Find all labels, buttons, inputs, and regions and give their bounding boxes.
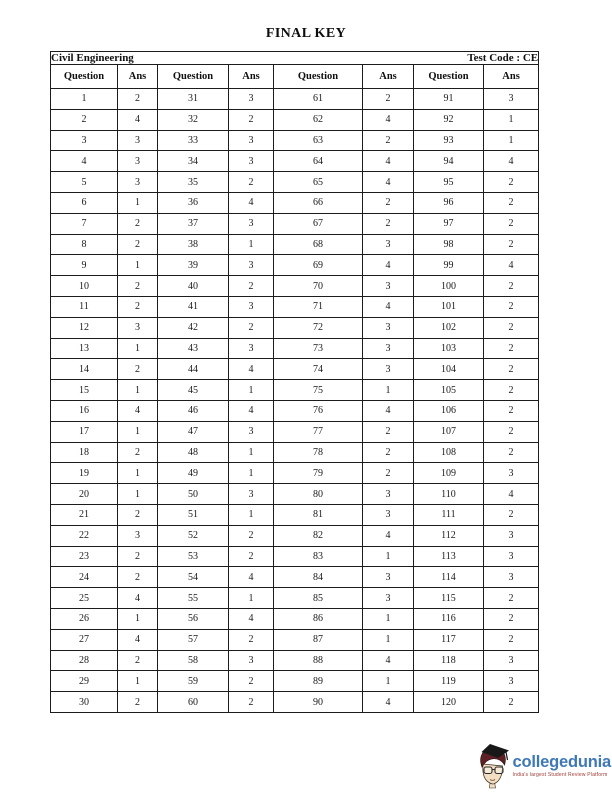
answer-cell: 1 <box>484 130 539 151</box>
question-cell: 78 <box>274 442 363 463</box>
question-cell: 52 <box>158 525 229 546</box>
answer-cell: 2 <box>229 172 274 193</box>
question-cell: 7 <box>51 213 118 234</box>
answer-cell: 3 <box>484 567 539 588</box>
answer-cell: 2 <box>484 276 539 297</box>
column-header-ans: Ans <box>484 65 539 89</box>
brand-text: collegedunia <box>512 753 611 771</box>
answer-cell: 2 <box>118 359 158 380</box>
question-cell: 25 <box>51 588 118 609</box>
answer-cell: 3 <box>229 130 274 151</box>
answer-cell: 2 <box>229 629 274 650</box>
question-cell: 119 <box>414 671 484 692</box>
answer-cell: 3 <box>229 89 274 110</box>
answer-cell: 3 <box>363 234 414 255</box>
table-meta-cell <box>51 52 539 65</box>
answer-cell: 3 <box>118 130 158 151</box>
answer-cell: 1 <box>118 421 158 442</box>
answer-cell: 4 <box>229 192 274 213</box>
question-cell: 110 <box>414 484 484 505</box>
question-cell: 112 <box>414 525 484 546</box>
answer-cell: 2 <box>484 380 539 401</box>
answer-cell: 1 <box>118 671 158 692</box>
question-cell: 31 <box>158 89 229 110</box>
answer-cell: 2 <box>118 650 158 671</box>
answer-key-table <box>50 51 539 713</box>
answer-cell: 1 <box>363 608 414 629</box>
answer-cell: 4 <box>363 525 414 546</box>
question-cell: 116 <box>414 608 484 629</box>
column-header-ans: Ans <box>363 65 414 89</box>
question-cell: 29 <box>51 671 118 692</box>
brand-tagline: India's largest Student Review Platform <box>512 772 608 778</box>
answer-cell: 2 <box>229 276 274 297</box>
table-row <box>51 484 539 505</box>
answer-cell: 2 <box>118 567 158 588</box>
answer-cell: 1 <box>118 255 158 276</box>
question-cell: 20 <box>51 484 118 505</box>
question-cell: 21 <box>51 504 118 525</box>
question-cell: 104 <box>414 359 484 380</box>
answer-cell: 3 <box>363 276 414 297</box>
answer-cell: 2 <box>118 504 158 525</box>
table-row <box>51 546 539 567</box>
question-cell: 76 <box>274 400 363 421</box>
answer-cell: 2 <box>484 442 539 463</box>
answer-cell: 4 <box>363 151 414 172</box>
answer-cell: 3 <box>484 546 539 567</box>
answer-cell: 1 <box>229 588 274 609</box>
column-header-ans: Ans <box>118 65 158 89</box>
question-cell: 95 <box>414 172 484 193</box>
question-cell: 10 <box>51 276 118 297</box>
table-row <box>51 463 539 484</box>
question-cell: 99 <box>414 255 484 276</box>
question-cell: 35 <box>158 172 229 193</box>
question-cell: 37 <box>158 213 229 234</box>
question-cell: 1 <box>51 89 118 110</box>
question-cell: 63 <box>274 130 363 151</box>
question-cell: 28 <box>51 650 118 671</box>
answer-cell: 2 <box>484 213 539 234</box>
question-cell: 97 <box>414 213 484 234</box>
column-header-question: Question <box>158 65 229 89</box>
answer-cell: 2 <box>484 421 539 442</box>
question-cell: 103 <box>414 338 484 359</box>
question-cell: 71 <box>274 296 363 317</box>
question-cell: 23 <box>51 546 118 567</box>
question-cell: 58 <box>158 650 229 671</box>
answer-cell: 4 <box>363 296 414 317</box>
question-cell: 80 <box>274 484 363 505</box>
answer-cell: 3 <box>229 255 274 276</box>
table-meta-row <box>51 52 539 65</box>
answer-cell: 3 <box>118 525 158 546</box>
answer-cell: 2 <box>484 588 539 609</box>
column-header-question: Question <box>51 65 118 89</box>
answer-cell: 4 <box>484 484 539 505</box>
answer-cell: 2 <box>484 629 539 650</box>
answer-cell: 3 <box>484 671 539 692</box>
question-cell: 3 <box>51 130 118 151</box>
table-row <box>51 359 539 380</box>
question-cell: 22 <box>51 525 118 546</box>
answer-cell: 2 <box>229 317 274 338</box>
answer-cell: 2 <box>484 234 539 255</box>
question-cell: 54 <box>158 567 229 588</box>
answer-cell: 1 <box>363 546 414 567</box>
answer-cell: 3 <box>363 567 414 588</box>
answer-cell: 2 <box>229 546 274 567</box>
answer-cell: 3 <box>229 213 274 234</box>
answer-cell: 1 <box>118 192 158 213</box>
table-row <box>51 692 539 713</box>
answer-cell: 2 <box>484 172 539 193</box>
answer-cell: 3 <box>363 359 414 380</box>
answer-cell: 4 <box>363 109 414 130</box>
answer-cell: 3 <box>363 484 414 505</box>
collegedunia-mascot-icon <box>476 743 510 789</box>
question-cell: 107 <box>414 421 484 442</box>
table-row <box>51 89 539 110</box>
table-row <box>51 109 539 130</box>
answer-cell: 3 <box>118 151 158 172</box>
page-title: FINAL KEY <box>265 26 347 41</box>
table-row <box>51 172 539 193</box>
answer-cell: 1 <box>118 380 158 401</box>
question-cell: 64 <box>274 151 363 172</box>
question-cell: 73 <box>274 338 363 359</box>
question-cell: 69 <box>274 255 363 276</box>
answer-cell: 1 <box>363 671 414 692</box>
question-cell: 90 <box>274 692 363 713</box>
question-cell: 77 <box>274 421 363 442</box>
question-cell: 113 <box>414 546 484 567</box>
question-cell: 83 <box>274 546 363 567</box>
question-cell: 40 <box>158 276 229 297</box>
answer-table-body <box>51 89 539 713</box>
answer-cell: 4 <box>118 109 158 130</box>
question-cell: 2 <box>51 109 118 130</box>
question-cell: 41 <box>158 296 229 317</box>
answer-cell: 2 <box>363 89 414 110</box>
collegedunia-logo <box>476 743 611 789</box>
answer-cell: 2 <box>484 608 539 629</box>
answer-cell: 3 <box>229 296 274 317</box>
question-cell: 109 <box>414 463 484 484</box>
table-row <box>51 234 539 255</box>
question-cell: 32 <box>158 109 229 130</box>
question-cell: 55 <box>158 588 229 609</box>
question-cell: 27 <box>51 629 118 650</box>
table-row <box>51 671 539 692</box>
answer-cell: 3 <box>484 525 539 546</box>
column-header-row <box>51 65 539 89</box>
question-cell: 49 <box>158 463 229 484</box>
answer-cell: 3 <box>484 650 539 671</box>
table-row <box>51 276 539 297</box>
question-cell: 70 <box>274 276 363 297</box>
question-cell: 36 <box>158 192 229 213</box>
answer-cell: 2 <box>118 442 158 463</box>
answer-cell: 2 <box>484 338 539 359</box>
question-cell: 65 <box>274 172 363 193</box>
answer-cell: 2 <box>118 296 158 317</box>
question-cell: 8 <box>51 234 118 255</box>
answer-cell: 2 <box>484 692 539 713</box>
question-cell: 17 <box>51 421 118 442</box>
answer-cell: 2 <box>484 192 539 213</box>
question-cell: 111 <box>414 504 484 525</box>
answer-cell: 2 <box>363 213 414 234</box>
question-cell: 51 <box>158 504 229 525</box>
question-cell: 12 <box>51 317 118 338</box>
question-cell: 13 <box>51 338 118 359</box>
answer-cell: 1 <box>118 463 158 484</box>
question-cell: 108 <box>414 442 484 463</box>
answer-cell: 4 <box>229 608 274 629</box>
table-row <box>51 130 539 151</box>
question-cell: 86 <box>274 608 363 629</box>
answer-cell: 3 <box>229 338 274 359</box>
question-cell: 66 <box>274 192 363 213</box>
column-header-ans: Ans <box>229 65 274 89</box>
question-cell: 30 <box>51 692 118 713</box>
question-cell: 68 <box>274 234 363 255</box>
question-cell: 38 <box>158 234 229 255</box>
table-row <box>51 588 539 609</box>
question-cell: 19 <box>51 463 118 484</box>
answer-cell: 4 <box>229 400 274 421</box>
answer-cell: 4 <box>363 692 414 713</box>
answer-cell: 2 <box>363 130 414 151</box>
answer-cell: 4 <box>363 255 414 276</box>
answer-cell: 4 <box>363 400 414 421</box>
question-cell: 79 <box>274 463 363 484</box>
question-cell: 57 <box>158 629 229 650</box>
question-cell: 81 <box>274 504 363 525</box>
question-cell: 5 <box>51 172 118 193</box>
question-cell: 82 <box>274 525 363 546</box>
answer-cell: 3 <box>229 650 274 671</box>
question-cell: 75 <box>274 380 363 401</box>
answer-cell: 1 <box>229 380 274 401</box>
answer-cell: 4 <box>484 255 539 276</box>
question-cell: 114 <box>414 567 484 588</box>
answer-cell: 2 <box>118 276 158 297</box>
question-cell: 11 <box>51 296 118 317</box>
answer-cell: 4 <box>363 650 414 671</box>
answer-cell: 2 <box>484 400 539 421</box>
answer-cell: 2 <box>118 546 158 567</box>
question-cell: 85 <box>274 588 363 609</box>
answer-cell: 2 <box>363 442 414 463</box>
question-cell: 84 <box>274 567 363 588</box>
question-cell: 9 <box>51 255 118 276</box>
answer-cell: 2 <box>118 89 158 110</box>
answer-cell: 3 <box>363 338 414 359</box>
answer-cell: 1 <box>363 629 414 650</box>
table-row <box>51 525 539 546</box>
question-cell: 46 <box>158 400 229 421</box>
table-row <box>51 192 539 213</box>
answer-cell: 4 <box>118 588 158 609</box>
table-row <box>51 504 539 525</box>
question-cell: 62 <box>274 109 363 130</box>
question-cell: 18 <box>51 442 118 463</box>
answer-cell: 2 <box>363 421 414 442</box>
answer-cell: 1 <box>118 338 158 359</box>
answer-cell: 3 <box>484 89 539 110</box>
answer-cell: 1 <box>484 109 539 130</box>
question-cell: 14 <box>51 359 118 380</box>
answer-cell: 2 <box>229 525 274 546</box>
answer-cell: 3 <box>229 421 274 442</box>
question-cell: 53 <box>158 546 229 567</box>
answer-cell: 2 <box>363 463 414 484</box>
question-cell: 59 <box>158 671 229 692</box>
answer-cell: 4 <box>229 567 274 588</box>
question-cell: 102 <box>414 317 484 338</box>
question-cell: 44 <box>158 359 229 380</box>
answer-cell: 1 <box>229 234 274 255</box>
answer-cell: 2 <box>229 109 274 130</box>
question-cell: 67 <box>274 213 363 234</box>
question-cell: 92 <box>414 109 484 130</box>
question-cell: 87 <box>274 629 363 650</box>
answer-cell: 1 <box>229 442 274 463</box>
question-cell: 42 <box>158 317 229 338</box>
question-cell: 89 <box>274 671 363 692</box>
table-row <box>51 567 539 588</box>
table-row <box>51 629 539 650</box>
answer-cell: 2 <box>118 234 158 255</box>
answer-cell: 1 <box>118 484 158 505</box>
answer-cell: 4 <box>363 172 414 193</box>
question-cell: 72 <box>274 317 363 338</box>
answer-cell: 1 <box>118 608 158 629</box>
table-row <box>51 421 539 442</box>
table-row <box>51 151 539 172</box>
question-cell: 117 <box>414 629 484 650</box>
question-cell: 45 <box>158 380 229 401</box>
question-cell: 96 <box>414 192 484 213</box>
answer-cell: 3 <box>484 463 539 484</box>
answer-cell: 1 <box>363 380 414 401</box>
question-cell: 101 <box>414 296 484 317</box>
question-cell: 26 <box>51 608 118 629</box>
answer-cell: 1 <box>229 463 274 484</box>
question-cell: 118 <box>414 650 484 671</box>
question-cell: 48 <box>158 442 229 463</box>
table-row <box>51 255 539 276</box>
question-cell: 6 <box>51 192 118 213</box>
test-code-label: Test Code : CE <box>467 52 539 64</box>
table-row <box>51 650 539 671</box>
question-cell: 50 <box>158 484 229 505</box>
column-header-question: Question <box>414 65 484 89</box>
answer-cell: 2 <box>484 317 539 338</box>
answer-cell: 2 <box>229 692 274 713</box>
answer-cell: 2 <box>484 296 539 317</box>
table-row <box>51 400 539 421</box>
table-row <box>51 317 539 338</box>
question-cell: 24 <box>51 567 118 588</box>
table-row <box>51 296 539 317</box>
question-cell: 15 <box>51 380 118 401</box>
question-cell: 60 <box>158 692 229 713</box>
question-cell: 34 <box>158 151 229 172</box>
question-cell: 106 <box>414 400 484 421</box>
question-cell: 120 <box>414 692 484 713</box>
answer-cell: 3 <box>229 484 274 505</box>
table-row <box>51 338 539 359</box>
answer-cell: 3 <box>118 317 158 338</box>
answer-cell: 4 <box>118 400 158 421</box>
question-cell: 88 <box>274 650 363 671</box>
answer-cell: 2 <box>484 359 539 380</box>
question-cell: 56 <box>158 608 229 629</box>
answer-cell: 2 <box>229 671 274 692</box>
answer-cell: 4 <box>484 151 539 172</box>
question-cell: 16 <box>51 400 118 421</box>
question-cell: 98 <box>414 234 484 255</box>
subject-label: Civil Engineering <box>51 52 134 64</box>
question-cell: 94 <box>414 151 484 172</box>
question-cell: 61 <box>274 89 363 110</box>
answer-cell: 4 <box>118 629 158 650</box>
table-row <box>51 380 539 401</box>
answer-cell: 1 <box>229 504 274 525</box>
answer-cell: 3 <box>363 317 414 338</box>
question-cell: 39 <box>158 255 229 276</box>
table-row <box>51 608 539 629</box>
answer-cell: 4 <box>229 359 274 380</box>
question-cell: 93 <box>414 130 484 151</box>
answer-cell: 3 <box>363 588 414 609</box>
answer-cell: 2 <box>363 192 414 213</box>
answer-cell: 2 <box>118 213 158 234</box>
question-cell: 43 <box>158 338 229 359</box>
answer-cell: 3 <box>229 151 274 172</box>
question-cell: 115 <box>414 588 484 609</box>
question-cell: 100 <box>414 276 484 297</box>
answer-cell: 2 <box>484 504 539 525</box>
answer-cell: 3 <box>363 504 414 525</box>
answer-cell: 2 <box>118 692 158 713</box>
question-cell: 4 <box>51 151 118 172</box>
table-row <box>51 442 539 463</box>
answer-cell: 3 <box>118 172 158 193</box>
question-cell: 33 <box>158 130 229 151</box>
column-header-question: Question <box>274 65 363 89</box>
question-cell: 47 <box>158 421 229 442</box>
question-cell: 105 <box>414 380 484 401</box>
question-cell: 74 <box>274 359 363 380</box>
table-row <box>51 213 539 234</box>
question-cell: 91 <box>414 89 484 110</box>
